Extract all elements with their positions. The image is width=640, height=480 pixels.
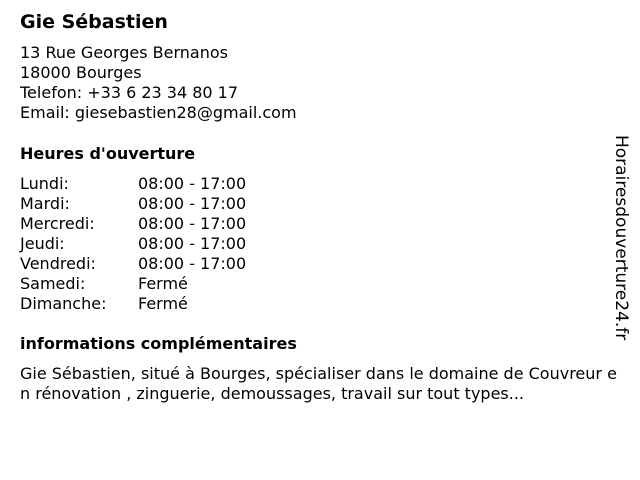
opening-hours-heading: Heures d'ouverture bbox=[20, 144, 196, 163]
hours-time: 08:00 - 17:00 bbox=[138, 234, 247, 253]
additional-info-text: Gie Sébastien, situé à Bourges, spécialiser dans le domaine de Couvreur en rénovation , zinguerie, demoussages, travail sur tout types... bbox=[20, 364, 617, 403]
hours-time: Fermé bbox=[138, 294, 188, 313]
hours-time: 08:00 - 17:00 bbox=[138, 174, 247, 193]
site-watermark: Horairesdouverture24.fr bbox=[611, 135, 631, 341]
phone-line: Telefon: +33 6 23 34 80 17 bbox=[20, 83, 239, 102]
hours-day: Lundi: bbox=[20, 174, 69, 193]
hours-day: Mercredi: bbox=[20, 214, 95, 233]
hours-day: Jeudi: bbox=[20, 234, 65, 253]
hours-time: 08:00 - 17:00 bbox=[138, 254, 247, 273]
hours-time: 08:00 - 17:00 bbox=[138, 194, 247, 213]
hours-day: Mardi: bbox=[20, 194, 70, 213]
hours-day: Samedi: bbox=[20, 274, 86, 293]
hours-day: Dimanche: bbox=[20, 294, 107, 313]
additional-info-heading: informations complémentaires bbox=[20, 334, 297, 353]
hours-day: Vendredi: bbox=[20, 254, 96, 273]
business-name: Gie Sébastien bbox=[20, 11, 168, 33]
address-city: 18000 Bourges bbox=[20, 63, 142, 82]
hours-time: 08:00 - 17:00 bbox=[138, 214, 247, 233]
contact-block bbox=[20, 43, 297, 123]
email-line: Email: giesebastien28@gmail.com bbox=[20, 103, 297, 122]
address-street: 13 Rue Georges Bernanos bbox=[20, 43, 228, 62]
hours-time: Fermé bbox=[138, 274, 188, 293]
